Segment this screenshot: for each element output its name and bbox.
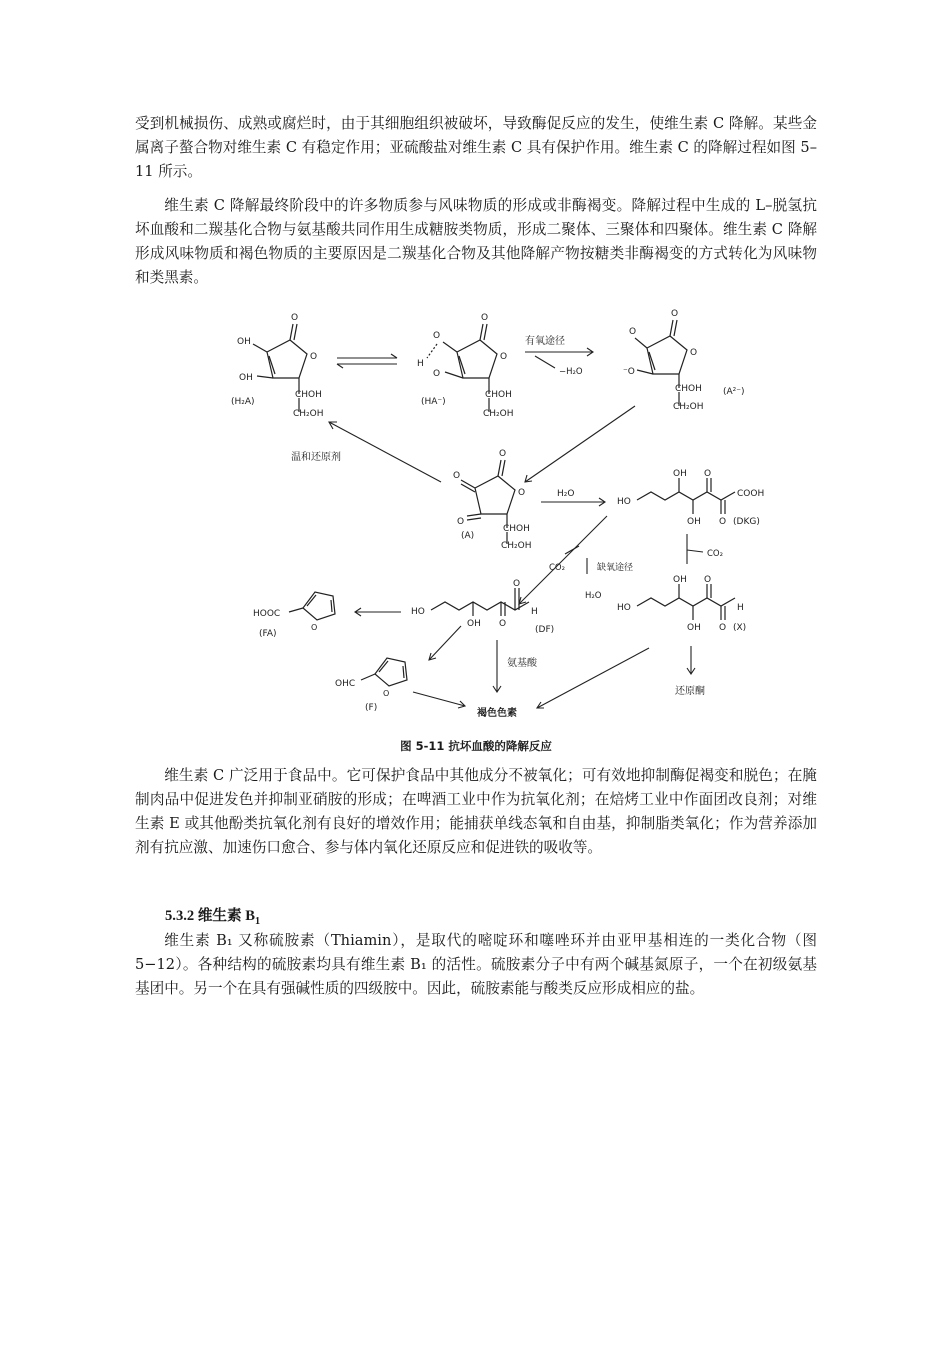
label-amino-acid: 氨基酸 bbox=[507, 658, 537, 669]
atom-o: O bbox=[518, 488, 526, 498]
atom-o: O bbox=[311, 623, 318, 632]
label-reductone: 还原酮 bbox=[675, 686, 705, 697]
label-df: (DF) bbox=[535, 625, 555, 635]
atom-o: O bbox=[433, 369, 441, 379]
structure-f bbox=[335, 658, 407, 713]
atom-oh: OH bbox=[673, 575, 687, 585]
arrow-a-to-dkg bbox=[541, 489, 605, 506]
structure-fa bbox=[253, 592, 335, 639]
aerobic-pathway-arrow bbox=[525, 334, 593, 377]
atom-o: O bbox=[704, 469, 712, 479]
structure-h2a bbox=[231, 313, 324, 419]
paragraph-vitc-applications: 维生素 C 广泛用于食品中。它可保护食品中其他成分不被氧化；可有效地抑制酶促褐变和脱色；在腌制肉品中促进发色并抑制亚硝胺的形成；在啤酒工业中作为抗氧化剂；在焙烤工业中作面团改良剂；对维生素 E 或其他酚类抗氧化剂有良好的增效作用；能捕获单线态氧和自由基，抑制脂类氧化；作为营养添加剂有抗应激、加速伤口愈合、参与体内氧化还原反应和促进铁的吸收等。 bbox=[135, 767, 817, 856]
atom-o: O bbox=[481, 313, 489, 323]
arrow-df-to-fa bbox=[355, 608, 401, 616]
atom-o: O bbox=[513, 579, 521, 589]
atom-oh: OH bbox=[687, 517, 701, 527]
label-fa: (FA) bbox=[259, 629, 277, 639]
structure-a bbox=[453, 449, 532, 551]
atom-oh: OH bbox=[467, 619, 481, 629]
atom-oh: OH bbox=[237, 337, 251, 347]
label-co2: CO₂ bbox=[707, 549, 724, 559]
atom-oh: OH bbox=[239, 373, 253, 383]
atom-h: H bbox=[417, 359, 424, 369]
label-h2o: H₂O bbox=[557, 489, 575, 499]
atom-ch2oh: CH₂OH bbox=[293, 409, 324, 419]
structure-ha bbox=[417, 313, 514, 419]
arrow-df-to-f bbox=[429, 626, 461, 660]
arrow-f-to-brown bbox=[413, 692, 465, 708]
atom-h: H bbox=[531, 607, 538, 617]
label-minus-h2o: −H₂O bbox=[559, 367, 583, 377]
atom-choh: CHOH bbox=[485, 390, 512, 400]
atom-o: O bbox=[457, 517, 465, 527]
atom-o: O bbox=[719, 517, 727, 527]
atom-o: O bbox=[704, 575, 712, 585]
paragraph-thiamin: 维生素 B₁ 又称硫胺素（Thiamin），是取代的嘧啶环和噻唑环并由亚甲基相连的一类化合物（图 5−12）。各种结构的硫胺素均具有维生素 B₁ 的活性。硫胺素分子中有两个碱基氮原子，一个在初级氨基基团中。另一个在具有强碱性质的四级胺中。因此，硫胺素能与酸类反应形成相应的盐。 bbox=[135, 932, 817, 997]
atom-hooc: HOOC bbox=[253, 609, 281, 619]
label-aerobic-pathway: 有氧途径 bbox=[525, 336, 565, 347]
label-a: (A) bbox=[461, 531, 475, 541]
atom-o: O bbox=[499, 449, 507, 459]
paragraph-vitc-degradation-intro: 受到机械损伤、成熟或腐烂时，由于其细胞组织被破坏，导致酶促反应的发生，使维生素 C 降解。某些金属离子螯合物对维生素 C 有稳定作用；亚硫酸盐对维生素 C 具有保护作用。维生素 C 的降解过程如图 5–11 所示。 bbox=[135, 115, 817, 180]
atom-choh: CHOH bbox=[675, 384, 702, 394]
atom-choh: CHOH bbox=[295, 390, 322, 400]
section-heading-vitamin-b1 bbox=[165, 904, 260, 927]
label-a2: (A²⁻) bbox=[723, 387, 745, 397]
arrow-dkg-to-x bbox=[687, 534, 723, 564]
label-mild-reductant: 温和还原剂 bbox=[291, 452, 341, 463]
label-dkg: (DKG) bbox=[733, 517, 760, 527]
arrow-a2-to-a bbox=[525, 406, 635, 482]
atom-oh: OH bbox=[687, 623, 701, 633]
label-f: (F) bbox=[365, 703, 378, 713]
atom-o: O bbox=[500, 352, 508, 362]
arrow-anaerobic bbox=[519, 516, 633, 604]
atom-choh: CHOH bbox=[503, 524, 530, 534]
structure-df bbox=[411, 579, 554, 635]
atom-ch2oh: CH₂OH bbox=[483, 409, 514, 419]
atom-ho: HO bbox=[411, 607, 425, 617]
heading-subscript: 1 bbox=[255, 915, 261, 927]
structure-dkg bbox=[617, 469, 764, 527]
atom-o: O bbox=[453, 471, 461, 481]
figure-caption: 图 5-11 抗坏血酸的降解反应 bbox=[400, 739, 552, 753]
arrow-df-amino-acid bbox=[493, 640, 538, 692]
atom-cooh: COOH bbox=[737, 489, 765, 499]
label-ha: (HA⁻) bbox=[421, 397, 446, 407]
atom-o: O bbox=[499, 619, 507, 629]
label-x: (X) bbox=[733, 623, 747, 633]
label-brown-pigment: 褐色色素 bbox=[477, 708, 517, 719]
atom-o: O bbox=[629, 327, 637, 337]
atom-o: O bbox=[719, 623, 727, 633]
atom-o: O bbox=[671, 309, 679, 319]
heading-text: 5.3.2 维生素 B bbox=[165, 908, 255, 924]
label-h2a: (H₂A) bbox=[231, 397, 255, 407]
label-anaerobic-pathway: 缺氧途径 bbox=[597, 563, 634, 573]
atom-ch2oh: CH₂OH bbox=[673, 402, 704, 412]
atom-o: O bbox=[383, 689, 390, 698]
arrow-x-to-reductone bbox=[675, 646, 705, 697]
atom-o: O bbox=[433, 331, 441, 341]
structure-a2 bbox=[623, 309, 745, 412]
arrow-x-to-brown bbox=[537, 648, 649, 708]
structure-x bbox=[617, 575, 746, 633]
label-co2: CO₂ bbox=[549, 563, 566, 573]
atom-o: O bbox=[690, 348, 698, 358]
atom-oh: OH bbox=[673, 469, 687, 479]
label-h2o: H₂O bbox=[585, 591, 602, 601]
atom-ho: HO bbox=[617, 603, 631, 613]
atom-o: O bbox=[291, 313, 299, 323]
equilibrium-arrow bbox=[337, 354, 397, 368]
atom-o: O bbox=[310, 352, 318, 362]
atom-h: H bbox=[737, 603, 744, 613]
atom-o-minus: ⁻O bbox=[623, 367, 635, 377]
ascorbic-acid-degradation-diagram bbox=[225, 302, 785, 732]
atom-ho: HO bbox=[617, 497, 631, 507]
arrow-mild-reductant bbox=[291, 422, 441, 482]
atom-ch2oh: CH₂OH bbox=[501, 541, 532, 551]
atom-ohc: OHC bbox=[335, 679, 356, 689]
paragraph-vitc-browning: 维生素 C 降解最终阶段中的许多物质参与风味物质的形成或非酶褐变。降解过程中生成的 L–脱氢抗坏血酸和二羰基化合物与氨基酸共同作用生成糖胺类物质，形成二聚体、三聚体和四聚体。维生素 C 降解形成风味物质和褐色物质的主要原因是二羰基化合物及其他降解产物按糖类非酶褐变的方式转化为风味物和类黑素。 bbox=[135, 197, 817, 286]
